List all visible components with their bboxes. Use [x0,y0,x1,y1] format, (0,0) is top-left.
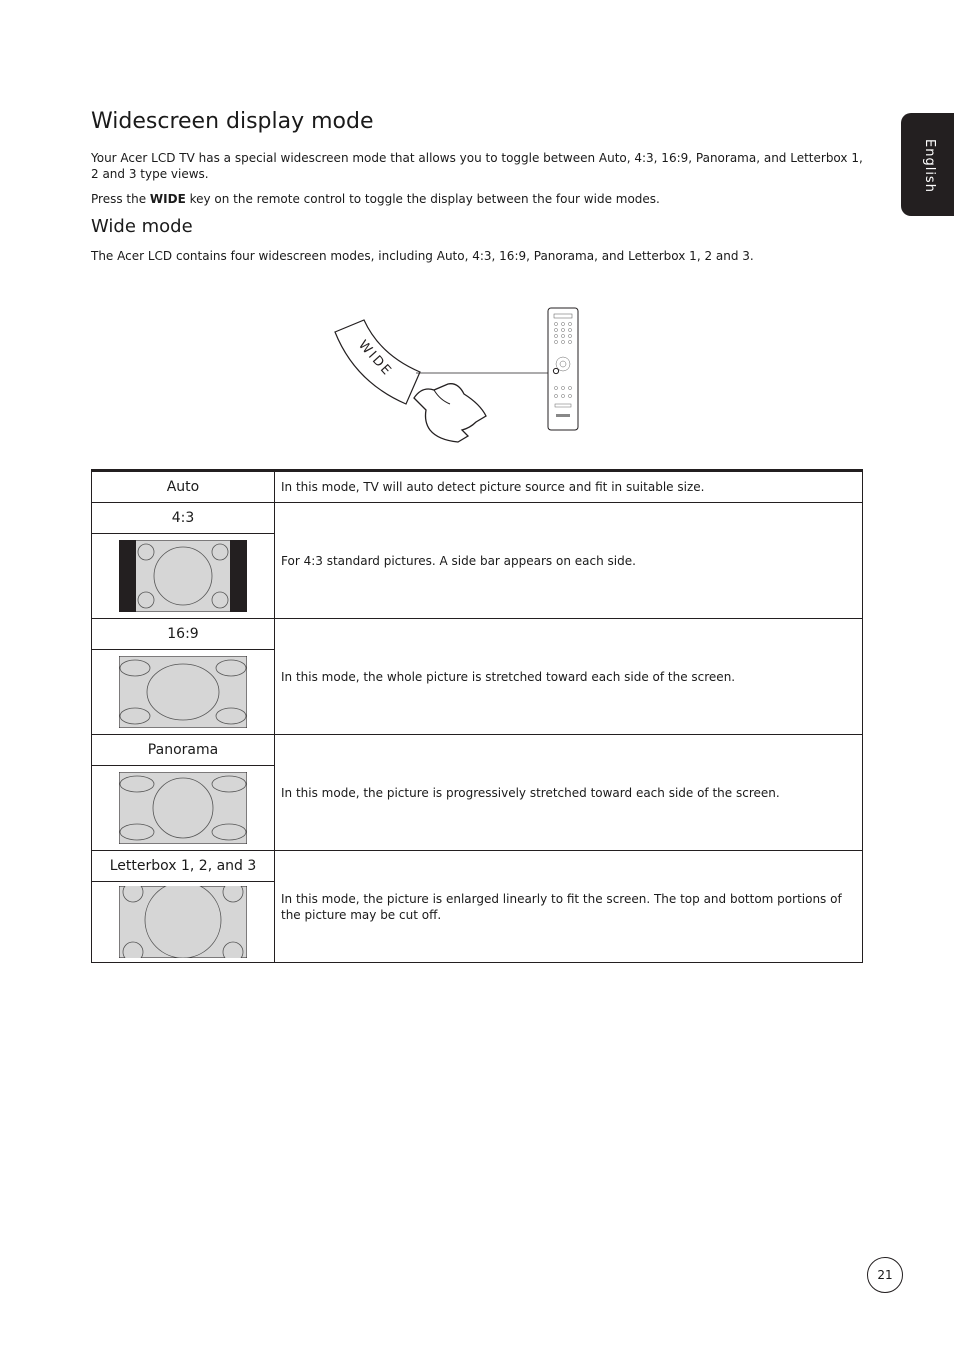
mode-name: 4:3 [92,503,275,534]
language-tab [901,113,954,216]
page-title: Widescreen display mode [91,109,374,134]
wide-key-name: WIDE [149,192,186,206]
wide-key-callout [335,320,420,404]
wide-key-illustration [330,300,590,450]
mode-4-3-image [119,540,247,612]
mode-name: Panorama [92,735,275,766]
press-wide-paragraph [91,191,866,207]
table-row [92,851,863,882]
mode-preview [92,882,275,963]
mode-preview [92,766,275,851]
hand-icon [414,384,486,442]
mode-description: In this mode, the whole picture is stretched toward each side of the screen. [275,619,863,735]
intro-paragraph: Your Acer LCD TV has a special widescreen mode that allows you to toggle between Auto, 4:3, 16:9, Panorama, and Letterbox 1, 2 and 3 type views. [91,151,863,181]
table-row [92,471,863,503]
mode-16-9-image [119,656,247,728]
mode-name: Auto [92,471,275,503]
mode-preview [92,534,275,619]
table-row [92,735,863,766]
remote-control-icon [548,308,578,430]
mode-panorama-image [119,772,247,844]
page-number: 21 [867,1257,903,1293]
wide-key-text: WIDE [355,337,395,380]
wide-modes-table [91,469,863,963]
table-row [92,619,863,650]
mode-description: In this mode, the picture is enlarged linearly to fit the screen. The top and bottom portions of the picture may be cut off. [275,851,863,963]
section-title: Wide mode [91,216,193,237]
mode-name: 16:9 [92,619,275,650]
mode-name: Letterbox 1, 2, and 3 [92,851,275,882]
press-text-after: key on the remote control to toggle the display between the four wide modes. [185,192,660,206]
language-tab-label: English [922,139,937,193]
section-paragraph: The Acer LCD contains four widescreen modes, including Auto, 4:3, 16:9, Panorama, and Letterbox 1, 2 and 3. [91,249,754,263]
table-row [92,503,863,534]
mode-description: In this mode, the picture is progressively stretched toward each side of the screen. [275,735,863,851]
press-text-before: Press the [91,192,150,206]
wide-button [553,368,558,373]
mode-description: For 4:3 standard pictures. A side bar appears on each side. [275,503,863,619]
mode-preview [92,650,275,735]
mode-description: In this mode, TV will auto detect picture source and fit in suitable size. [275,471,863,503]
mode-letterbox-image [119,886,247,958]
